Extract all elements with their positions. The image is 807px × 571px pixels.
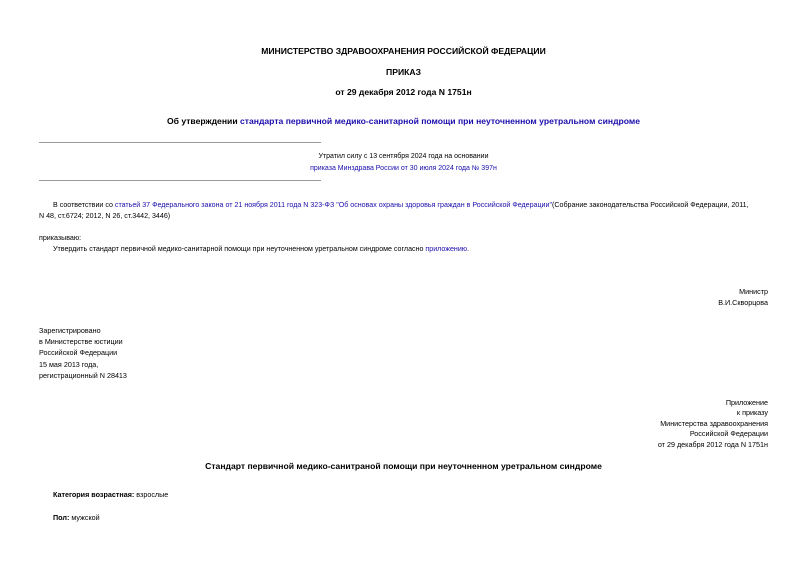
notice-top-divider: [39, 142, 321, 143]
p2-suffix: .: [467, 245, 470, 253]
notice-expired-link[interactable]: приказа Минздрава России от 30 июля 2024 года № 397н: [310, 165, 497, 172]
sex-row: [53, 513, 100, 522]
law-link[interactable]: статьей 37 Федерального закона от 21 ноября 2011 года N 323-ФЗ "Об основах охраны здоровья граждан в Российской Федерации": [114, 201, 553, 209]
title-standard-link[interactable]: стандарта первичной медико-санитарной помощи при неуточненном уретральном синдроме: [239, 116, 641, 126]
signature-block: [718, 286, 768, 308]
p2-prefix: Утвердить стандарт первичной медико-санитарной помощи при неуточненном уретральном синдроме согласно: [53, 245, 426, 253]
document-date-number: от 29 декабря 2012 года N 1751н: [335, 87, 472, 97]
body-paragraph-1: [53, 201, 773, 209]
appendix-link[interactable]: приложению: [425, 245, 468, 253]
title-prefix: Об утверждении: [166, 116, 240, 126]
registration-line-3: Российской Федерации: [39, 348, 118, 358]
registration-line-4: 15 мая 2013 года,: [39, 359, 99, 369]
appendix-line-4: Российской Федерации: [689, 429, 768, 439]
order-word: приказываю:: [39, 234, 82, 242]
standard-title: Стандарт первичной медико-санитраной помощи при неуточненном уретральном синдроме: [205, 461, 602, 471]
registration-line-1: Зарегистрировано: [39, 326, 101, 335]
p1-suffix: (Собрание законодательства Российской Федерации, 2011,: [552, 201, 749, 209]
ministry-heading: МИНИСТЕРСТВО ЗДРАВООХРАНЕНИЯ РОССИЙСКОЙ ФЕДЕРАЦИИ: [261, 46, 546, 56]
signature-position: Министр: [739, 287, 768, 296]
document-type: ПРИКАЗ: [386, 67, 421, 77]
body-paragraph-1-line2: N 48, ст.6724; 2012, N 26, ст.3442, 3446): [39, 212, 171, 220]
appendix-line-1: Приложение: [725, 398, 768, 407]
appendix-line-5: от 29 декабря 2012 года N 1751н: [657, 439, 768, 449]
appendix-block: [658, 398, 768, 450]
sex-value: мужской: [69, 513, 100, 522]
registration-block: [39, 325, 127, 381]
appendix-line-3: Министерства здравоохранения: [660, 418, 768, 428]
registration-line-5: регистрационный N 28413: [39, 370, 127, 380]
body-paragraph-2: [53, 245, 469, 253]
registration-line-2: в Министерстве юстиции: [39, 337, 123, 347]
p1-prefix: В соответствии со: [53, 201, 115, 209]
notice-expired-text: Утратил силу с 13 сентября 2024 года на основании: [318, 153, 489, 160]
age-category-value: взрослые: [134, 490, 169, 499]
sex-label: Пол:: [53, 513, 70, 522]
signature-name: В.И.Скворцова: [718, 298, 768, 307]
appendix-line-2: к приказу: [736, 408, 768, 418]
age-category-label: Категория возрастная:: [53, 490, 135, 499]
notice-bottom-divider: [39, 180, 321, 181]
age-category-row: [53, 490, 168, 499]
document-title: [0, 116, 807, 126]
